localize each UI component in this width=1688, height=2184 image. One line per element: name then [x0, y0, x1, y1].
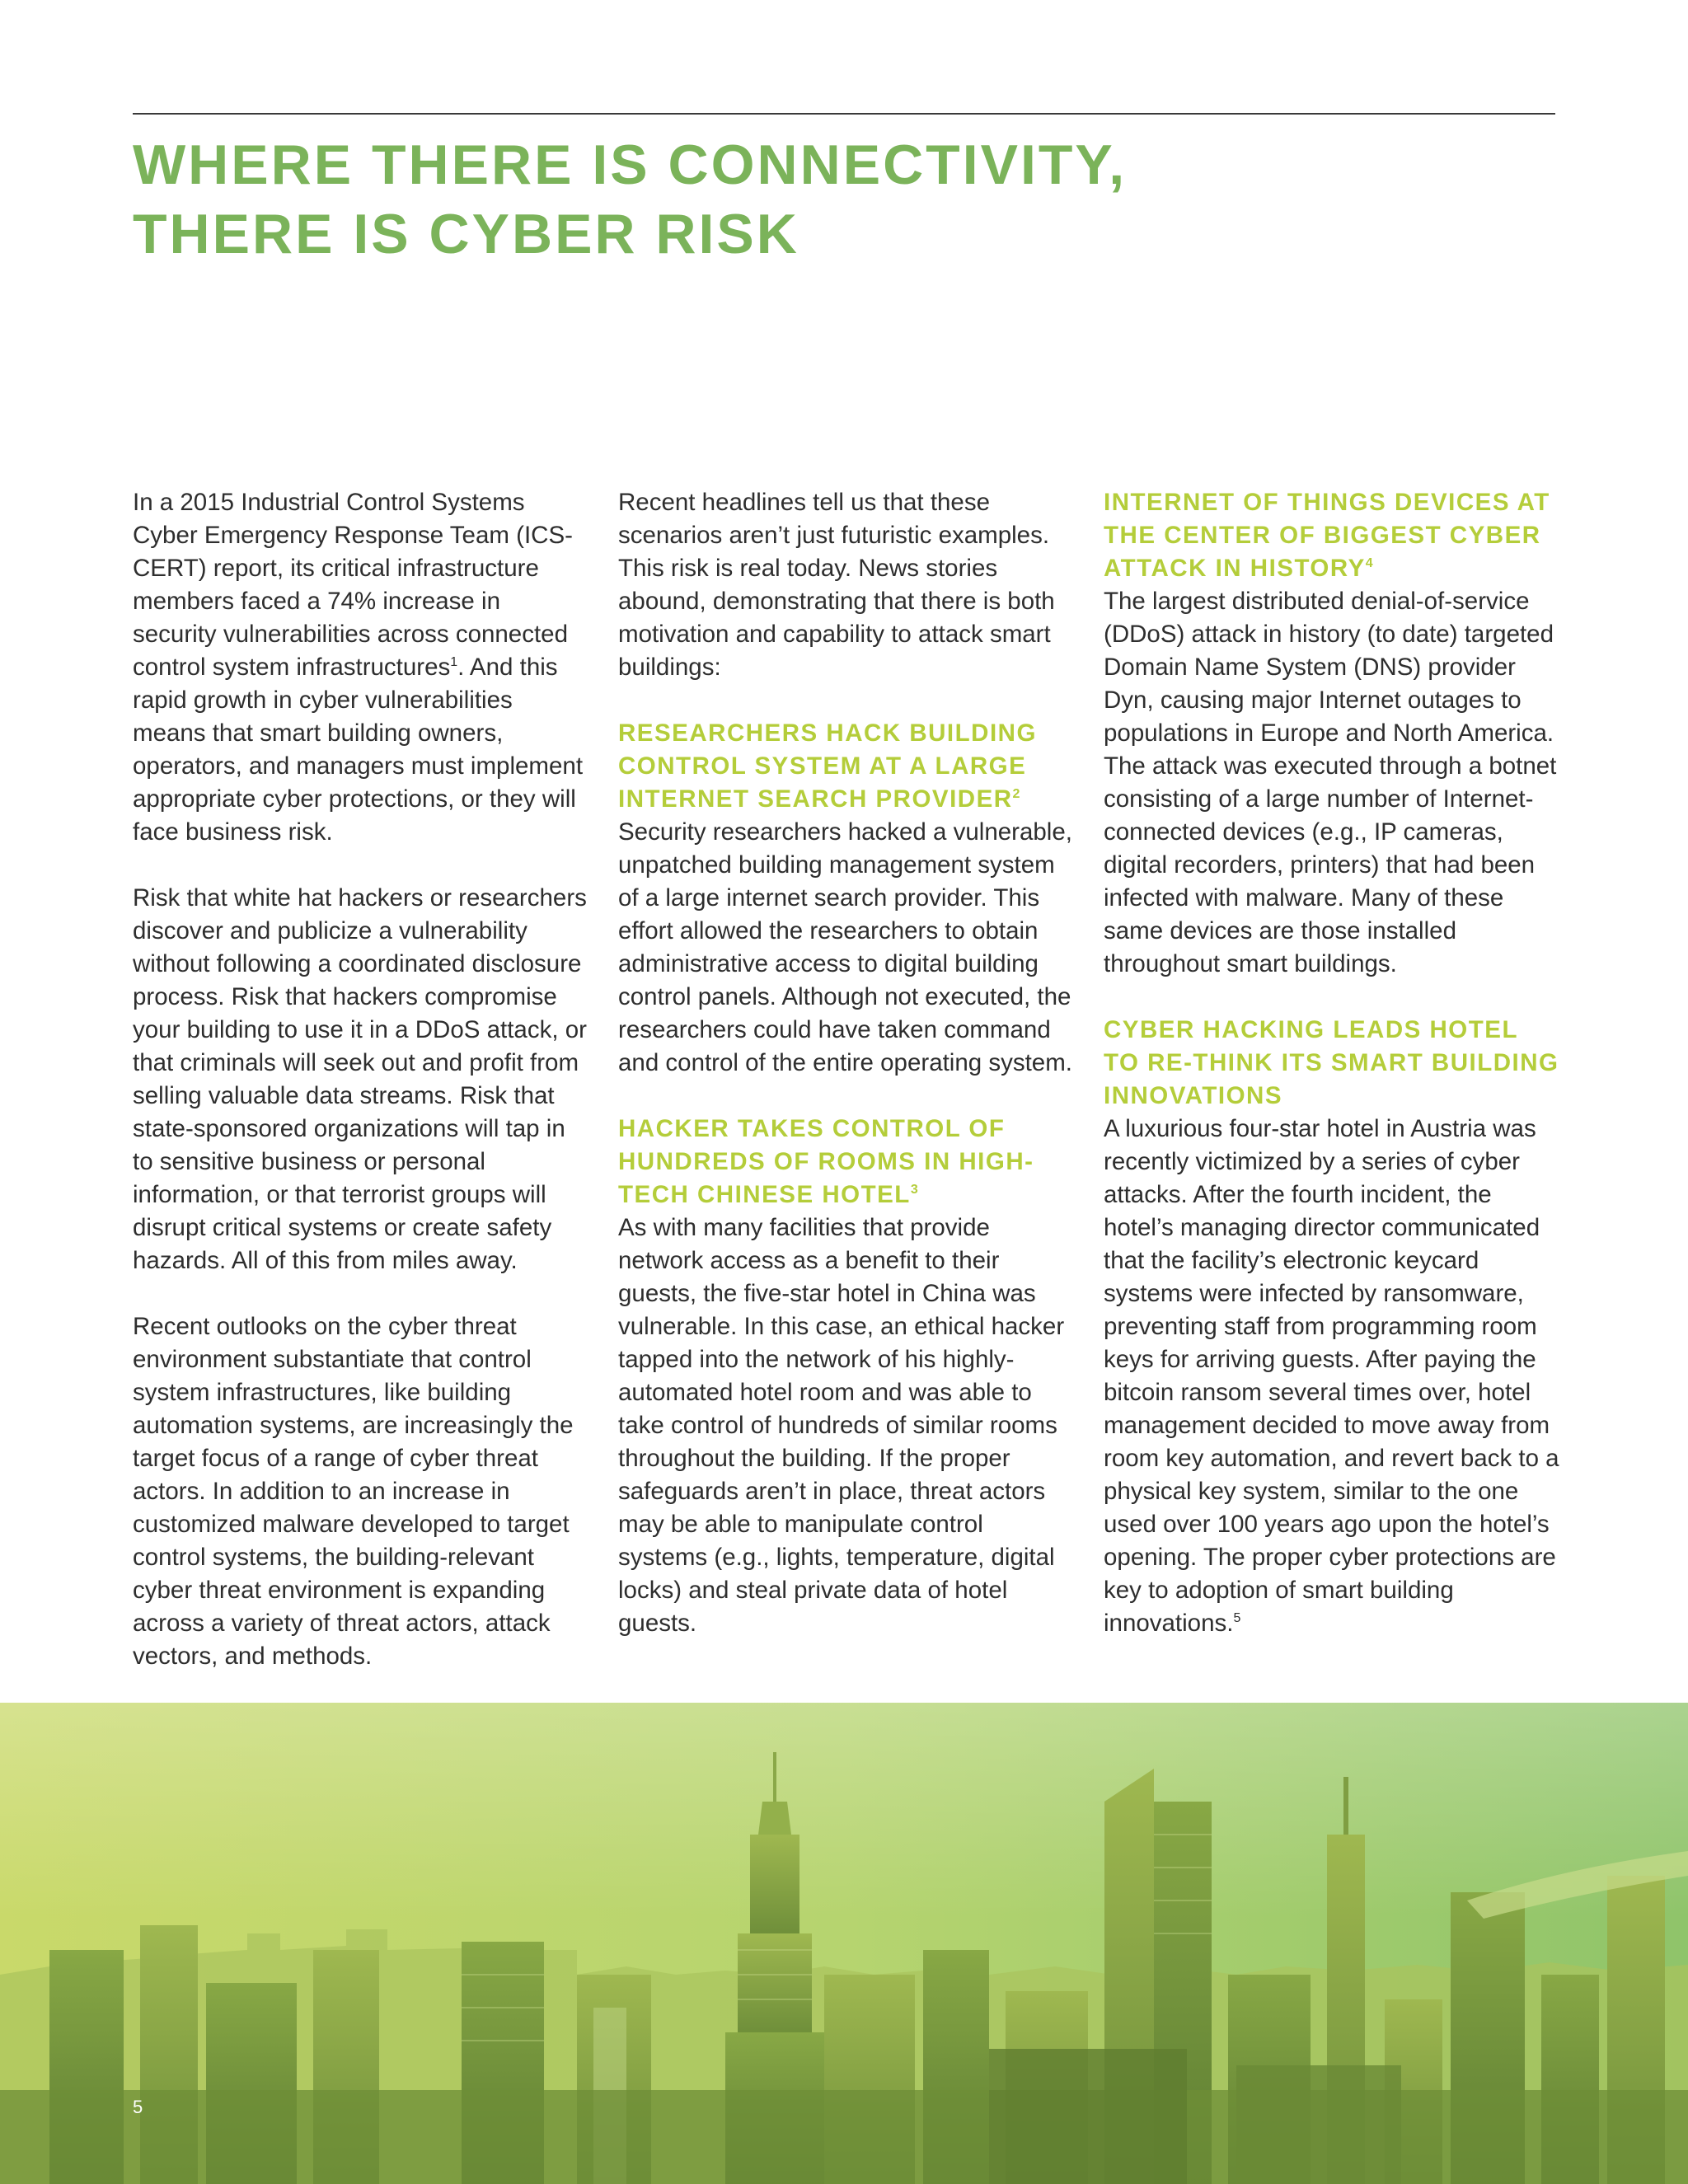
city-skyline-image	[0, 1703, 1688, 2184]
footnote-ref[interactable]: 1	[450, 655, 458, 670]
column-1	[133, 486, 590, 1706]
top-rule	[133, 113, 1555, 115]
column-3	[1104, 486, 1561, 1673]
footnote-ref[interactable]: 4	[1365, 556, 1375, 571]
column-2	[618, 486, 1076, 1673]
title-line-2: THERE IS CYBER RISK	[133, 203, 799, 265]
subheading: HACKER TAKES CONTROL OF HUNDREDS OF ROOMS IN HIGH-TECH CHINESE HOTEL$^3$	[618, 1115, 1034, 1208]
paragraph: Recent outlooks on the cyber threat environment substantiate that control system infrastructures, like building automation systems, are increasingly the target focus of a range of cyber threat actors. In addition to an increase in customized malware developed to target control systems, the building-relevant cyber threat environment is expanding across a variety of threat actors, attack vectors, and methods.	[133, 1313, 574, 1670]
paragraph: As with many facilities that provide network access as a benefit to their guests, the five-star hotel in China was vulnerable. In this case, an ethical hacker tapped into the network of his highly-automated hotel room and was able to take control of hundreds of similar rooms throughout the building. If the proper safeguards aren’t in place, threat actors may be able to manipulate control systems (e.g., lights, temperature, digital locks) and steal private data of hotel guests.	[618, 1214, 1065, 1637]
paragraph: A luxurious four-star hotel in Austria was recently victimized by a series of cyber attacks. After the fourth incident, the hotel’s managing director communicated that the facility’s electronic keycard systems were infected by ransomware, preventing staff from programming room keys for arriving guests. After paying the bitcoin ransom several times over, hotel management decided to move away from room key automation, and revert back to a physical key system, similar to the one used over 100 years ago upon the hotel’s opening. The proper cyber protections are key to adoption of smart building innovations.$^5$	[1104, 1115, 1559, 1637]
paragraph: The largest distributed denial-of-service (DDoS) attack in history (to date) targeted Domain Name System (DNS) provider Dyn, causing major Internet outages to populations in Europe and North America. The attack was executed through a botnet consisting of a large number of Internet-connected devices (e.g., IP cameras, digital recorders, printers) that had been infected with malware. Many of these same devices are those installed throughout smart buildings.	[1104, 588, 1557, 977]
subheading: CYBER HACKING LEADS HOTEL TO RE-THINK ITS SMART BUILDING INNOVATIONS	[1104, 1016, 1559, 1109]
paragraph: Recent headlines tell us that these scenarios aren’t just futuristic examples. This risk is real today. News stories abound, demonstrating that there is both motivation and capability to attack smart buildings:	[618, 489, 1055, 681]
subheading: RESEARCHERS HACK BUILDING CONTROL SYSTEM AT A LARGE INTERNET SEARCH PROVIDER$^2$	[618, 719, 1037, 813]
page-number: 5	[133, 2097, 143, 2117]
footnote-ref[interactable]: 2	[1012, 787, 1021, 802]
page-title	[133, 130, 1204, 269]
subheading: INTERNET OF THINGS DEVICES AT THE CENTER OF BIGGEST CYBER ATTACK IN HISTORY$^4$	[1104, 489, 1550, 582]
paragraph: Security researchers hacked a vulnerable, unpatched building management system of a large internet search provider. This effort allowed the researchers to obtain administrative access to digital building control panels. Although not executed, the researchers could have taken command and control of the entire operating system.	[618, 818, 1072, 1076]
footnote-ref[interactable]: 5	[1233, 1611, 1241, 1626]
paragraph: Risk that white hat hackers or researchers discover and publicize a vulnerability without following a coordinated disclosure process. Risk that hackers compromise your building to use it in a DDoS attack, or that criminals will seek out and profit from selling valuable data streams. Risk that state-sponsored organizations will tap in to sensitive business or personal information, or that terrorist groups will disrupt critical systems or create safety hazards. All of this from miles away.	[133, 884, 587, 1274]
footnote-ref[interactable]: 3	[910, 1183, 920, 1197]
paragraph: In a 2015 Industrial Control Systems Cyber Emergency Response Team (ICS-CERT) report, its critical infrastructure members faced a 74% increase in security vulnerabilities across connected control system infrastructures$^1$. And this rapid growth in cyber vulnerabilities means that smart building owners, operators, and managers must implement appropriate cyber protections, or they will face business risk.	[133, 489, 584, 846]
title-line-1: WHERE THERE IS CONNECTIVITY,	[133, 134, 1128, 196]
